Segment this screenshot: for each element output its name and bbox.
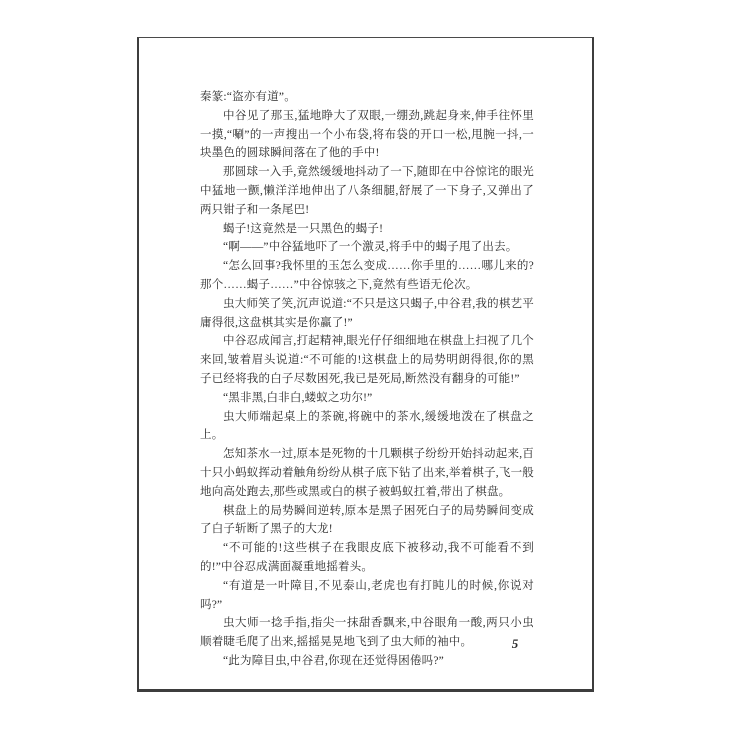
paragraph: “有道是一叶障目,不见泰山,老虎也有打盹儿的时候,你说对吗?” [200,579,534,611]
book-page [137,37,594,692]
paragraph: 秦篆:“盗亦有道”。 [200,91,296,103]
paragraph: 怎知茶水一过,原本是死物的十几颗棋子纷纷开始抖动起来,百十只小蚂蚁挥动着触角纷纷从棋子底下钻了出来,举着棋子,飞一般地向高处跑去,那些或黑或白的棋子被蚂蚁扛着,带出了棋盘。 [200,448,534,498]
paragraph: “此为障目虫,中谷君,你现在还觉得困倦吗?” [223,654,444,667]
paragraph: “不可能的!这些棋子在我眼皮底下被移动,我不可能看不到的!”中谷忍成满面凝重地摇着头。 [200,542,534,573]
paragraph: 中谷忍成闻言,打起精神,眼光仔仔细细地在棋盘上扫视了几个来回,皱着眉头说道:“不可能的!这棋盘上的局势明朗得很,你的黑子已经将我的白子尽数困死,我已是死局,断然没有翻身的可能!” [200,335,534,385]
paragraph: “黑非黑,白非白,蝼蚁之功尔!” [223,391,373,404]
page-number: 5 [511,636,519,651]
paragraph: 虫大师笑了笑,沉声说道:“不只是这只蝎子,中谷君,我的棋艺平庸得很,这盘棋其实是你赢了!” [200,297,534,329]
paragraph: 虫大师端起桌上的茶碗,将碗中的茶水,缓缓地泼在了棋盘之上。 [200,410,534,442]
page-text-block [200,88,534,671]
paragraph: 中谷见了那玉,猛地睁大了双眼,一绷劲,跳起身来,伸手往怀里一摸,“唰”的一声搜出一个小布袋,将布袋的开口一松,甩腕一抖,一块墨色的圆球瞬间落在了他的手中! [200,109,534,160]
paragraph: 蝎子!这竟然是一只黑色的蝎子! [223,222,384,235]
paragraph: “啊——”中谷猛地吓了一个激灵,将手中的蝎子甩了出去。 [223,241,518,254]
paragraph: 虫大师一捻手指,指尖一抹甜香飘来,中谷眼角一酸,两只小虫顺着睫毛爬了出来,摇摇晃晃地飞到了虫大师的袖中。 [200,617,534,649]
paragraph: 棋盘上的局势瞬间逆转,原本是黑子困死白子的局势瞬间变成了白子斩断了黑子的大龙! [200,504,534,536]
paragraph: 那圆球一入手,竟然缓缓地抖动了一下,随即在中谷惊诧的眼光中猛地一颤,懒洋洋地伸出了八条细腿,舒展了一下身子,又弹出了两只钳子和一条尾巴! [200,166,534,216]
paragraph: “怎么回事?我怀里的玉怎么变成……你手里的……哪儿来的?那个……蝎子……”中谷惊骇之下,竟然有些语无伦次。 [200,260,534,291]
